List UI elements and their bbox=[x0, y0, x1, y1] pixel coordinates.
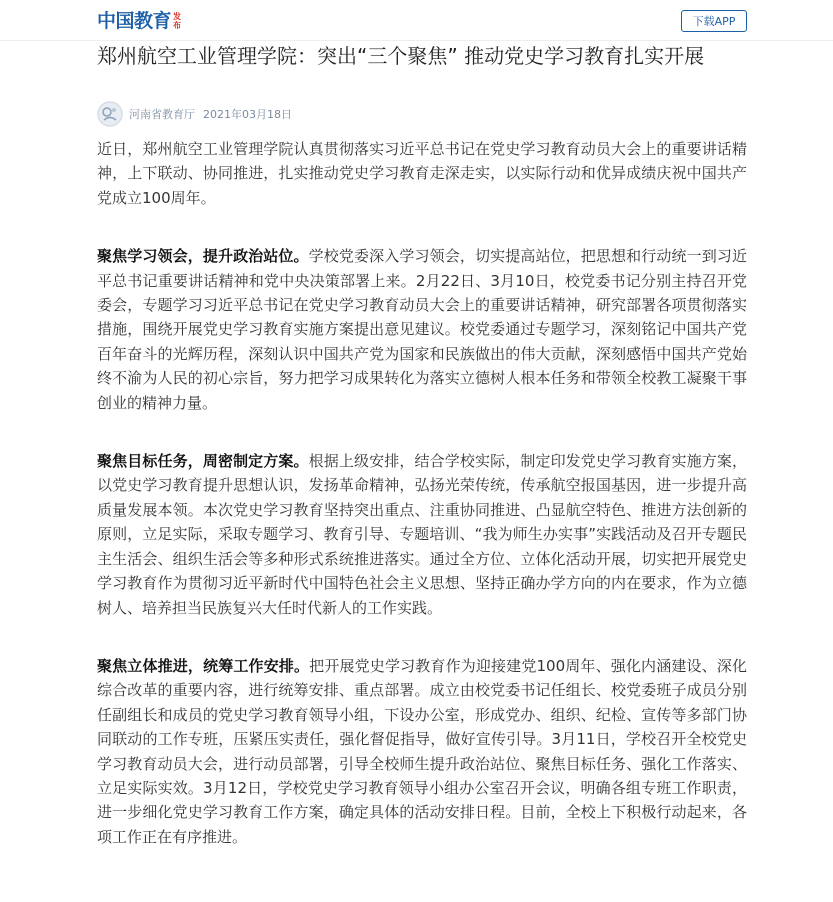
paragraph-lead: 聚焦目标任务，周密制定方案。 bbox=[97, 452, 309, 471]
article-paragraph bbox=[97, 654, 747, 849]
article-body bbox=[97, 137, 747, 883]
article-paragraph bbox=[97, 137, 747, 210]
article-title: 郑州航空工业管理学院：突出“三个聚焦” 推动党史学习教育扎实开展 bbox=[97, 44, 705, 68]
paragraph-text: 根据上级安排，结合学校实际，制定印发党史学习教育实施方案，以党史学习教育提升思想认识，发扬革命精神，弘扬光荣传统，传承航空报国基因，进一步提升高质量发展本领。本次党史学习教育坚持突出重点、注重协同推进、凸显航空特色、推进方法创新的原则，立足实际，采取专题学习、教育引导、专题培训、“我为师生办实事”实践活动及召开专题民主生活会、组织生活会等多种形式系统推进落实。通过全方位、立体化活动开展，切实把开展党史学习教育作为贯彻习近平新时代中国特色社会主义思想、坚持正确办学方向的内在要求，作为立德树人、培养担当民族复兴大任时代新人的工作实践。 bbox=[97, 452, 747, 617]
header-divider bbox=[0, 40, 833, 41]
article-paragraph bbox=[97, 244, 747, 415]
download-app-button[interactable]: 下载APP bbox=[681, 10, 747, 32]
logo-text: 中国教育 bbox=[97, 10, 172, 32]
top-bar bbox=[0, 0, 833, 40]
article-paragraph bbox=[97, 449, 747, 620]
author-avatar-icon[interactable] bbox=[97, 101, 123, 127]
paragraph-lead: 聚焦学习领会，提升政治站位。 bbox=[97, 247, 309, 266]
paragraph-text: 把开展党史学习教育作为迎接建党100周年、强化内涵建设、深化综合改革的重要内容，进行统筹安排、重点部署。成立由校党委书记任组长、校党委班子成员分别任副组长和成员的党史学习教育领导小组，下设办公室，形成党办、组织、纪检、宣传等多部门协同联动的工作专班，压紧压实责任，强化督促指导，做好宣传引导。3月11日，学校召开全校党史学习教育动员大会，进行动员部署，引导全校师生提升政治站位、聚焦目标任务、强化工作落实、立足实际实效。3月12日，学校党史学习教育领导小组办公室召开会议，明确各组专班工作职责，进一步细化党史学习教育工作方案，确定具体的活动安排日程。目前，全校上下积极行动起来，各项工作正在有序推进。 bbox=[97, 656, 747, 846]
paragraph-text: 近日，郑州航空工业管理学院认真贯彻落实习近平总书记在党史学习教育动员大会上的重要讲话精神，上下联动、协同推进，扎实推动党史学习教育走深走实，以实际行动和优异成绩庆祝中国共产党成立100周年。 bbox=[97, 140, 747, 207]
site-logo[interactable] bbox=[97, 9, 182, 33]
paragraph-text: 学校党委深入学习领会，切实提高站位，把思想和行动统一到习近平总书记重要讲话精神和党中央决策部署上来。2月22日、3月10日，校党委书记分别主持召开党委会，专题学习习近平总书记在党史学习教育动员大会上的重要讲话精神，研究部署各项贯彻落实措施，围绕开展党史学习教育实施方案提出意见建议。校党委通过专题学习，深刻铭记中国共产党百年奋斗的光辉历程，深刻认识中国共产党为国家和民族做出的伟大贡献，深刻感悟中国共产党始终不渝为人民的初心宗旨，努力把学习成果转化为落实立德树人根本任务和带领全校教工凝聚干事创业的精神力量。 bbox=[97, 247, 747, 412]
logo-badge: 发布 bbox=[173, 12, 182, 30]
article-author[interactable]: 河南省教育厅 bbox=[129, 108, 195, 121]
paragraph-lead: 聚焦立体推进，统筹工作安排。 bbox=[97, 656, 310, 675]
article-date: 2021年03月18日 bbox=[203, 108, 292, 121]
article-meta bbox=[97, 100, 292, 128]
